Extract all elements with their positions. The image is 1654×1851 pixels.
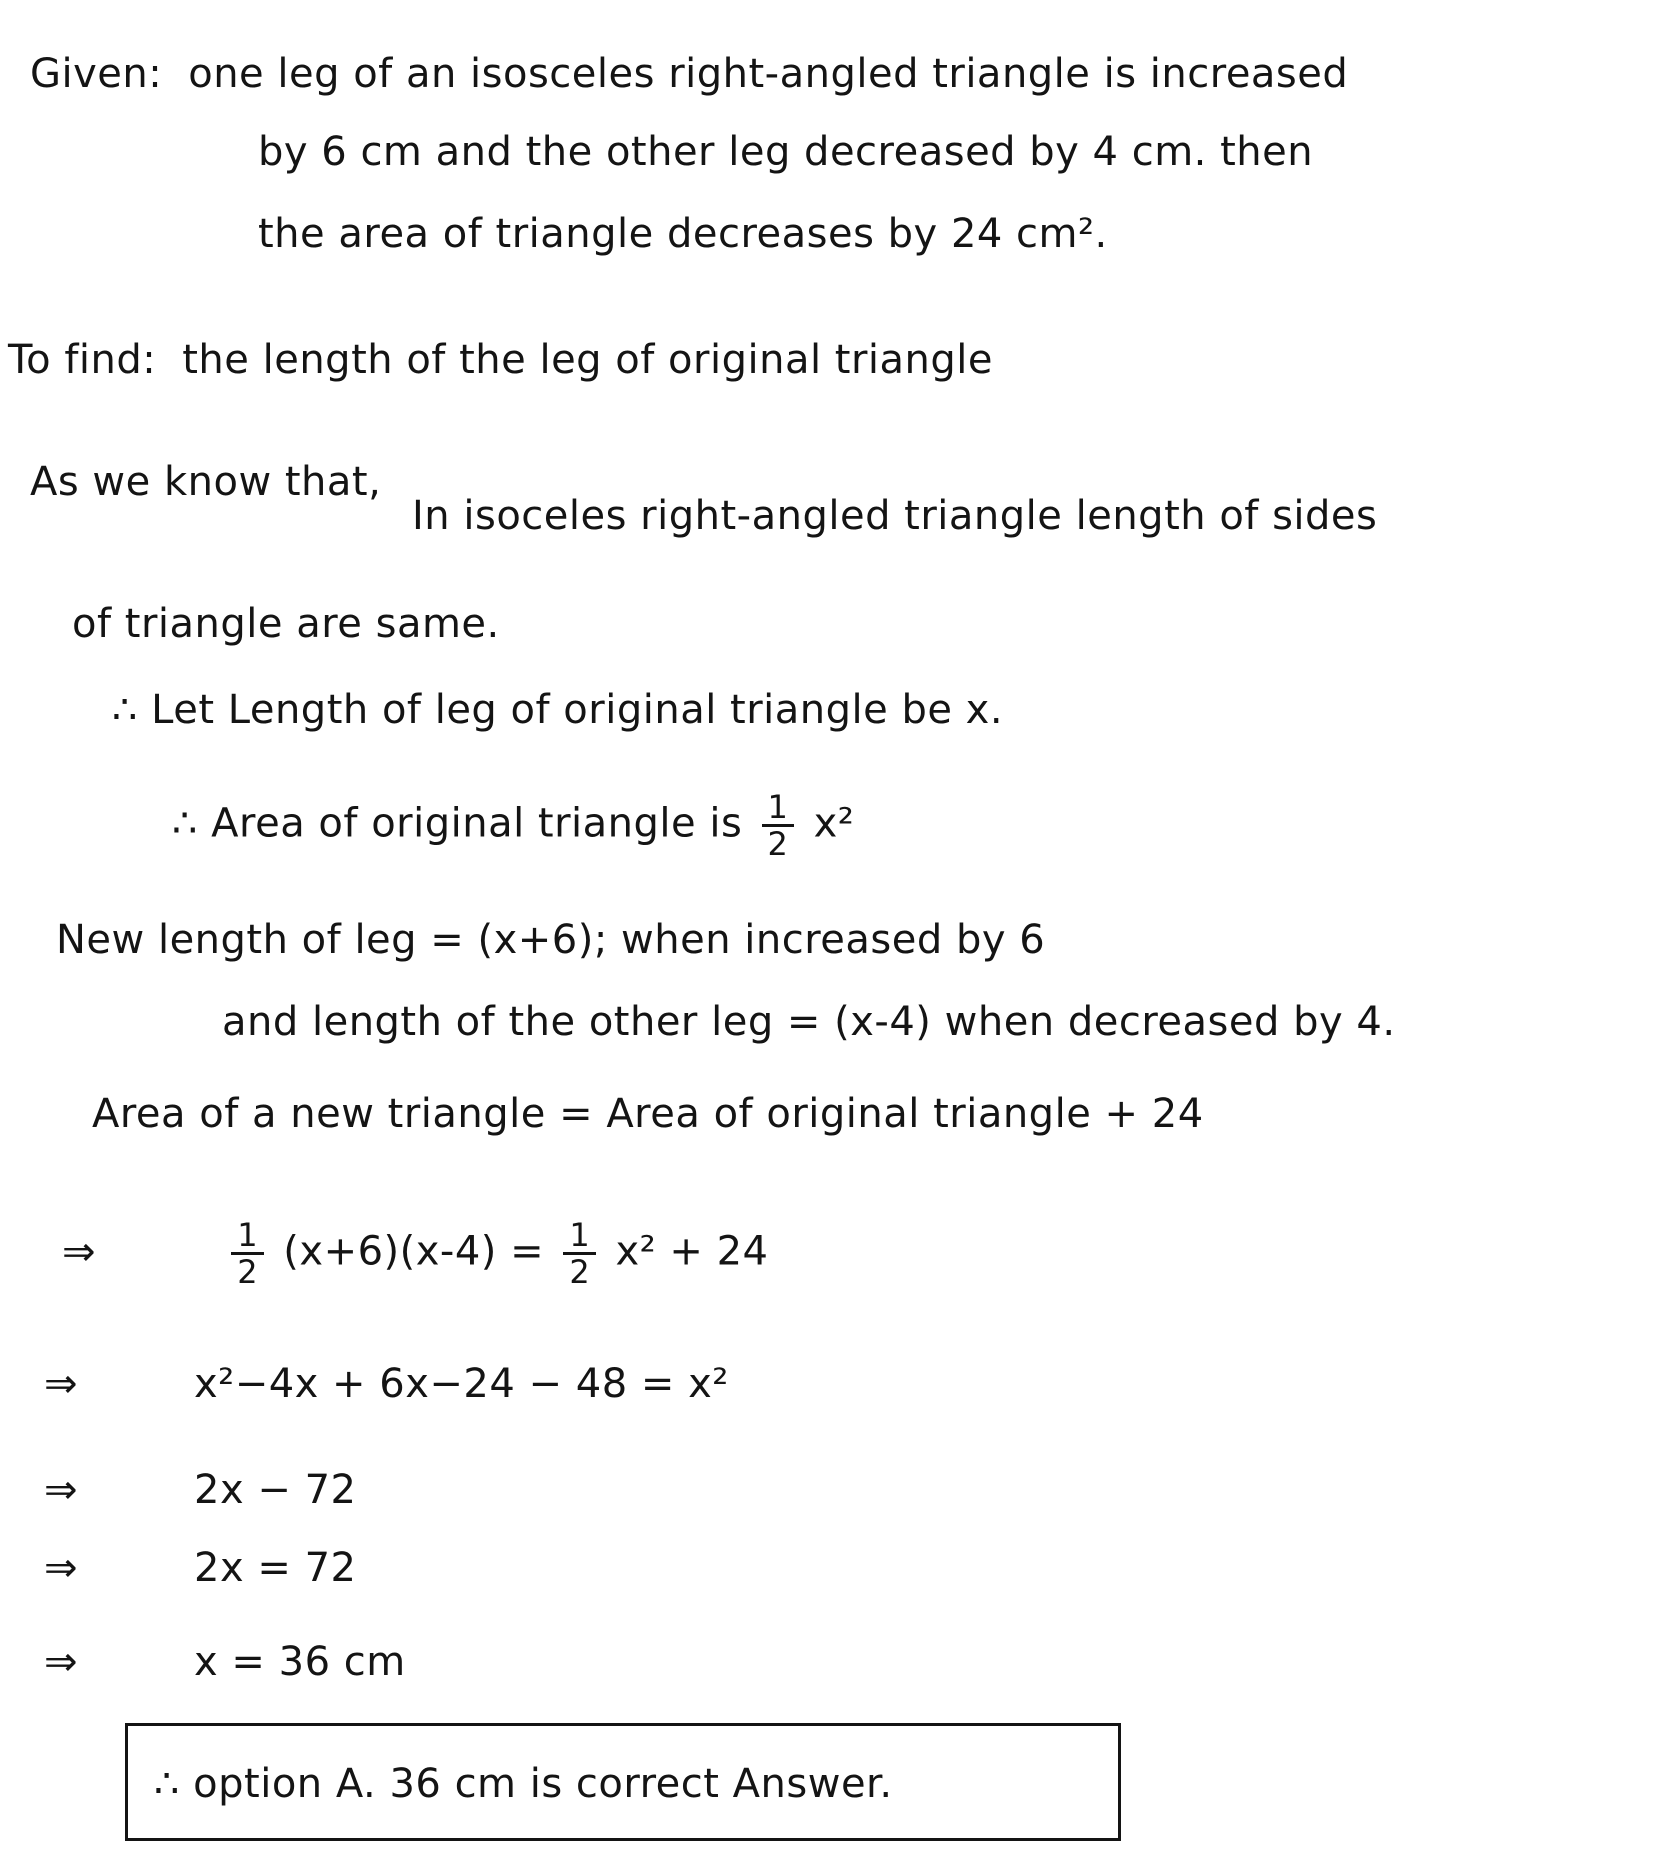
other-leg-line: and length of the other leg = (x-4) when decreased by 4. (222, 999, 1396, 1045)
equation-4 (44, 1544, 356, 1592)
given-line-1 (30, 50, 1348, 98)
new-leg-line: New length of leg = (x+6); when increased by 6 (56, 917, 1046, 963)
to-find-label: To find: (8, 337, 157, 383)
to-find-text: the length of the leg of original triangle (182, 337, 993, 383)
equation-3 (44, 1466, 356, 1514)
eq1-left-num: 1 (231, 1218, 264, 1255)
know-line-1: In isoceles right-angled triangle length of sides (412, 493, 1378, 539)
equation-1 (62, 1218, 769, 1289)
answer-text: ∴ option A. 36 cm is correct Answer. (154, 1761, 893, 1807)
area-relation-line: Area of a new triangle = Area of original triangle + 24 (92, 1091, 1204, 1137)
given-text-1: one leg of an isosceles right-angled triangle is increased (188, 51, 1349, 97)
half-num: 1 (762, 790, 795, 827)
equation-2 (44, 1360, 729, 1408)
given-label: Given: (30, 51, 163, 97)
equation-5 (44, 1638, 406, 1686)
eq1-right-den: 2 (569, 1253, 591, 1291)
answer-box (125, 1723, 1121, 1841)
given-text-2: by 6 cm and the other leg decreased by 4 cm. then (258, 129, 1314, 175)
eq2-text: x²−4x + 6x−24 − 48 = x² (194, 1361, 729, 1407)
let-statement: ∴ Let Length of leg of original triangle be x. (112, 687, 1004, 733)
implies-arrow-2: ⇒ (44, 1361, 79, 1407)
eq5-text: x = 36 cm (194, 1639, 406, 1685)
given-text-3: the area of triangle decreases by 24 cm². (258, 211, 1108, 257)
eq1-right-fraction (563, 1218, 596, 1289)
eq1-right-num: 1 (563, 1218, 596, 1255)
eq3-text: 2x − 72 (194, 1467, 357, 1513)
area-suffix: x² (813, 800, 855, 847)
area-original-line (172, 790, 854, 861)
to-find-line (8, 336, 993, 384)
implies-arrow-5: ⇒ (44, 1639, 79, 1685)
know-line-2: of triangle are same. (72, 601, 500, 647)
eq1-left-den: 2 (237, 1253, 259, 1291)
half-den: 2 (767, 825, 789, 863)
implies-arrow-4: ⇒ (44, 1545, 79, 1591)
half-fraction (762, 790, 795, 861)
know-intro: As we know that, (30, 459, 382, 505)
eq1-left-fraction (231, 1218, 264, 1289)
area-prefix: ∴ Area of original triangle is (172, 800, 743, 847)
eq1-left: (x+6)(x-4) = (283, 1228, 545, 1275)
implies-arrow-3: ⇒ (44, 1467, 79, 1513)
eq4-text: 2x = 72 (194, 1545, 357, 1591)
implies-arrow-1: ⇒ (62, 1228, 97, 1275)
eq1-right: x² + 24 (615, 1228, 769, 1275)
